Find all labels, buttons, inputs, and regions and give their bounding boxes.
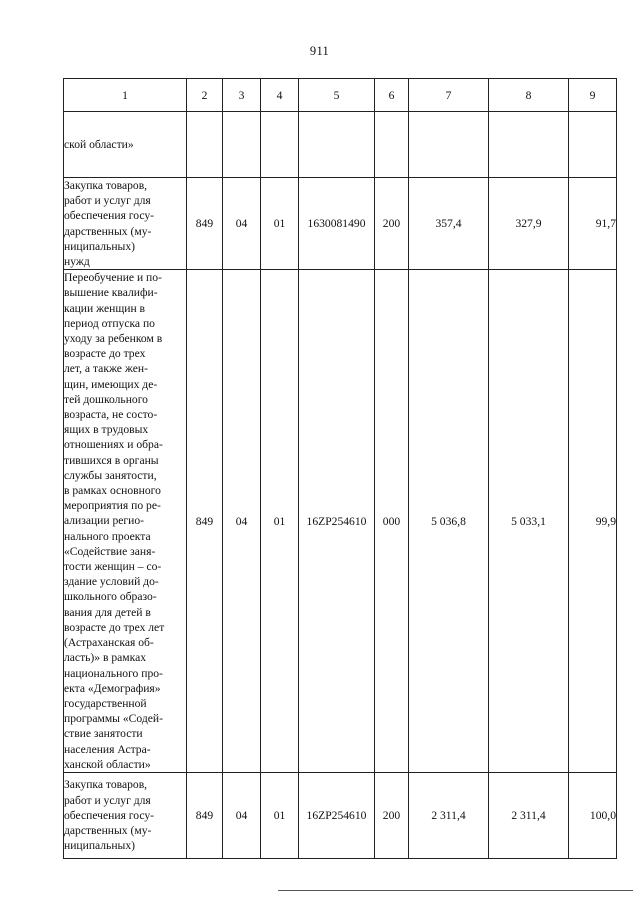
- executed-amount-cell: 2 311,4: [489, 772, 569, 858]
- page-number: 911: [309, 44, 330, 58]
- header-row: [64, 79, 617, 112]
- header-col-5: 5: [299, 79, 375, 112]
- ministry-code-cell: [187, 112, 223, 178]
- header-col-2: 2: [187, 79, 223, 112]
- subsection-code-cell: [261, 112, 299, 178]
- section-code-cell: 04: [223, 772, 261, 858]
- executed-amount-cell: [489, 112, 569, 178]
- subsection-code-cell: 01: [261, 772, 299, 858]
- table-row: [64, 270, 617, 773]
- table-row: [64, 112, 617, 178]
- ministry-code-cell: 849: [187, 772, 223, 858]
- row-name-cell: ской области»: [64, 112, 187, 178]
- header-col-9: 9: [569, 79, 617, 112]
- section-code-cell: 04: [223, 270, 261, 773]
- header-col-4: 4: [261, 79, 299, 112]
- expense-type-cell: 200: [375, 178, 409, 270]
- header-col-3: 3: [223, 79, 261, 112]
- subsection-code-cell: 01: [261, 178, 299, 270]
- header-col-7: 7: [409, 79, 489, 112]
- execution-percent-cell: 91,7: [569, 178, 617, 270]
- ministry-code-cell: 849: [187, 178, 223, 270]
- planned-amount-cell: 2 311,4: [409, 772, 489, 858]
- target-article-cell: [299, 112, 375, 178]
- executed-amount-cell: 5 033,1: [489, 270, 569, 773]
- ministry-code-cell: 849: [187, 270, 223, 773]
- table-row: [64, 178, 617, 270]
- planned-amount-cell: 5 036,8: [409, 270, 489, 773]
- expense-type-cell: 000: [375, 270, 409, 773]
- header-col-8: 8: [489, 79, 569, 112]
- target-article-cell: 1630081490: [299, 178, 375, 270]
- row-name-cell: Закупка товаров, работ и услуг для обеспечения госу- дарственных (му- ниципальных) нужд: [64, 178, 187, 270]
- table-row: [64, 772, 617, 858]
- target-article-cell: 16ZP254610: [299, 270, 375, 773]
- header-col-1: 1: [64, 79, 187, 112]
- expense-type-cell: [375, 112, 409, 178]
- header-col-6: 6: [375, 79, 409, 112]
- execution-percent-cell: 99,9: [569, 270, 617, 773]
- section-code-cell: [223, 112, 261, 178]
- planned-amount-cell: [409, 112, 489, 178]
- row-name-cell: Закупка товаров, работ и услуг для обеспечения госу- дарственных (му- ниципальных): [64, 772, 187, 858]
- budget-table: [63, 78, 617, 859]
- executed-amount-cell: 327,9: [489, 178, 569, 270]
- execution-percent-cell: 100,0: [569, 772, 617, 858]
- subsection-code-cell: 01: [261, 270, 299, 773]
- target-article-cell: 16ZP254610: [299, 772, 375, 858]
- section-code-cell: 04: [223, 178, 261, 270]
- expense-type-cell: 200: [375, 772, 409, 858]
- execution-percent-cell: [569, 112, 617, 178]
- row-name-cell: Переобучение и по- вышение квалифи- кации женщин в период отпуска по уходу за ребенком в возрасте до трех лет, а также жен- щин, имеющих де- тей дошкольного возраста, не состо- ящих в трудовых отношениях и обра- тившихся в органы службы занятости, в рамках основного мероприятия по ре- ализации регио- нального проекта «Содействие заня- тости женщин – со- здание условий до- школьного образо- вания для детей в возрасте до трех лет (Астраханская об- ласть)» в рамках национального про- екта «Демография» государственной программы «Содей- ствие занятости населения Астра- ханской области»: [64, 270, 187, 773]
- bottom-divider: [278, 890, 633, 891]
- planned-amount-cell: 357,4: [409, 178, 489, 270]
